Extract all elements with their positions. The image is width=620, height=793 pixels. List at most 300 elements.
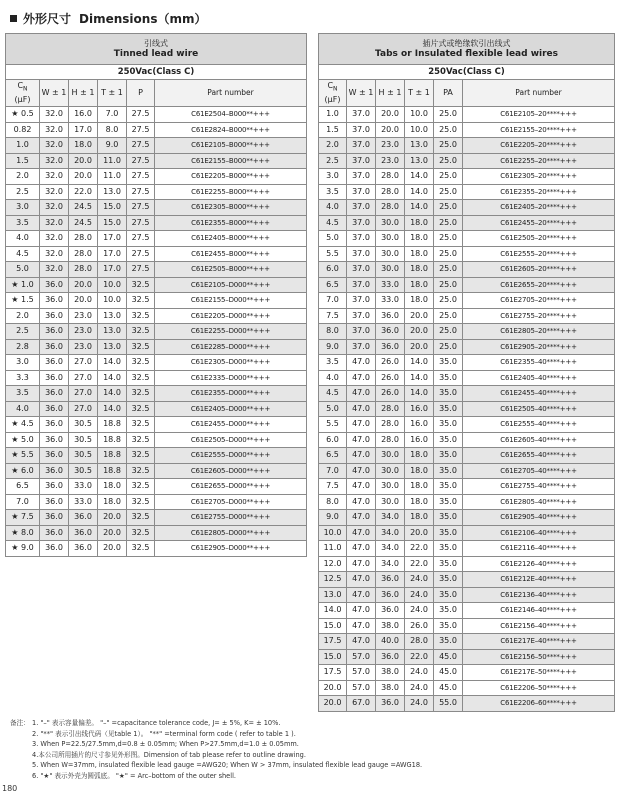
cell-width: 47.0 [347, 572, 376, 588]
tabs-flexible-lead-table [318, 33, 615, 712]
cell-capacitance: 3.5 [319, 355, 347, 371]
cell-capacitance: 20.0 [319, 680, 347, 696]
cell-pitch: 45.0 [434, 665, 463, 681]
cell-capacitance: 8.0 [319, 324, 347, 340]
cell-pitch: 32.5 [127, 293, 155, 309]
cell-width: 32.0 [40, 138, 69, 154]
cell-height: 16.0 [69, 107, 98, 123]
table-row [6, 262, 307, 278]
cell-pitch: 32.5 [127, 417, 155, 433]
cell-height: 22.0 [69, 184, 98, 200]
cell-part-number: C61E2455–20****+++ [463, 215, 615, 231]
cell-thickness: 13.0 [405, 153, 434, 169]
col-thickness: T ± 1 [98, 80, 127, 107]
cell-capacitance: ★ 8.0 [6, 525, 40, 541]
cell-capacitance: 14.0 [319, 603, 347, 619]
table-row [319, 696, 615, 712]
col-height: H ± 1 [376, 80, 405, 107]
cell-width: 37.0 [347, 308, 376, 324]
cell-capacitance: 6.5 [6, 479, 40, 495]
cell-pitch: 25.0 [434, 153, 463, 169]
cell-capacitance: 2.8 [6, 339, 40, 355]
cell-capacitance: 7.0 [6, 494, 40, 510]
cell-part-number: C61E2205–20****+++ [463, 138, 615, 154]
cell-capacitance: 4.0 [319, 200, 347, 216]
cell-part-number: C61E2455–D000**+++ [155, 417, 307, 433]
cell-height: 38.0 [376, 680, 405, 696]
table-row [319, 107, 615, 123]
cell-part-number: C61E2605–40****+++ [463, 432, 615, 448]
note-line: 3. When P=22.5/27.5mm,d=0.8 ± 0.05mm; When P>27.5mm,d=1.0 ± 0.05mm. [32, 740, 299, 749]
cell-height: 33.0 [69, 494, 98, 510]
cell-part-number: C61E2905–D000**+++ [155, 541, 307, 557]
cell-height: 23.0 [376, 138, 405, 154]
cell-pitch: 25.0 [434, 184, 463, 200]
cell-capacitance: 9.0 [319, 510, 347, 526]
cell-pitch: 32.5 [127, 541, 155, 557]
cell-part-number: C61E2455–40****+++ [463, 386, 615, 402]
cell-width: 32.0 [40, 122, 69, 138]
table-row [6, 231, 307, 247]
cell-capacitance: 5.5 [319, 246, 347, 262]
cell-pitch: 27.5 [127, 200, 155, 216]
table-row [6, 541, 307, 557]
cell-width: 36.0 [40, 339, 69, 355]
cell-width: 47.0 [347, 355, 376, 371]
cell-height: 28.0 [69, 262, 98, 278]
cell-pitch: 35.0 [434, 525, 463, 541]
cell-pitch: 35.0 [434, 448, 463, 464]
cell-width: 37.0 [347, 122, 376, 138]
cell-height: 36.0 [376, 324, 405, 340]
cell-part-number: C61E2105–D000**+++ [155, 277, 307, 293]
table-row [319, 401, 615, 417]
cell-width: 37.0 [347, 324, 376, 340]
table-row [6, 510, 307, 526]
cell-part-number: C61E2116–40****+++ [463, 541, 615, 557]
cell-capacitance: ★ 5.5 [6, 448, 40, 464]
cell-height: 40.0 [376, 634, 405, 650]
table-row [6, 277, 307, 293]
cell-height: 26.0 [376, 370, 405, 386]
cell-thickness: 18.0 [98, 479, 127, 495]
cell-thickness: 14.0 [98, 386, 127, 402]
cell-thickness: 24.0 [405, 572, 434, 588]
cell-height: 30.0 [376, 448, 405, 464]
cell-capacitance: 1.5 [319, 122, 347, 138]
cell-part-number: C61E2355–B000**+++ [155, 215, 307, 231]
cell-pitch: 35.0 [434, 603, 463, 619]
cell-height: 30.5 [69, 448, 98, 464]
cell-part-number: C61E2405–B000**+++ [155, 231, 307, 247]
cell-part-number: C61E2655–20****+++ [463, 277, 615, 293]
cell-height: 36.0 [376, 339, 405, 355]
cell-pitch: 35.0 [434, 510, 463, 526]
cell-capacitance: 6.5 [319, 448, 347, 464]
table-row [319, 603, 615, 619]
cell-pitch: 27.5 [127, 122, 155, 138]
cell-width: 32.0 [40, 153, 69, 169]
cell-pitch: 25.0 [434, 138, 463, 154]
cell-width: 47.0 [347, 479, 376, 495]
table-row [319, 479, 615, 495]
cell-height: 30.0 [376, 479, 405, 495]
cell-width: 37.0 [347, 246, 376, 262]
notes-label: 备注： [10, 719, 30, 727]
cell-thickness: 18.0 [405, 262, 434, 278]
cell-pitch: 25.0 [434, 262, 463, 278]
cell-pitch: 27.5 [127, 107, 155, 123]
table-row [319, 386, 615, 402]
cell-capacitance: 4.0 [6, 231, 40, 247]
col-width: W ± 1 [347, 80, 376, 107]
cell-part-number: C61E2805–D000**+++ [155, 525, 307, 541]
cell-part-number: C61E2705–D000**+++ [155, 494, 307, 510]
cell-thickness: 18.0 [405, 463, 434, 479]
cell-thickness: 15.0 [98, 215, 127, 231]
cell-height: 34.0 [376, 556, 405, 572]
cell-pitch: 25.0 [434, 308, 463, 324]
cell-height: 27.0 [69, 355, 98, 371]
cell-capacitance: ★ 1.5 [6, 293, 40, 309]
cell-part-number: C61E2805–20****+++ [463, 324, 615, 340]
cell-width: 47.0 [347, 510, 376, 526]
cell-thickness: 24.0 [405, 680, 434, 696]
cell-width: 47.0 [347, 386, 376, 402]
cell-pitch: 25.0 [434, 215, 463, 231]
cell-width: 47.0 [347, 541, 376, 557]
cell-thickness: 20.0 [405, 324, 434, 340]
cell-thickness: 24.0 [405, 603, 434, 619]
cell-pitch: 27.5 [127, 215, 155, 231]
cell-part-number: C61E2156–50****+++ [463, 649, 615, 665]
table-row [319, 308, 615, 324]
cell-pitch: 35.0 [434, 587, 463, 603]
cell-pitch: 32.5 [127, 277, 155, 293]
cell-width: 36.0 [40, 541, 69, 557]
cell-thickness: 14.0 [405, 200, 434, 216]
cell-width: 37.0 [347, 277, 376, 293]
cell-part-number: C61E2805–40****+++ [463, 494, 615, 510]
cell-pitch: 27.5 [127, 138, 155, 154]
cell-part-number: C61E2705–40****+++ [463, 463, 615, 479]
cell-part-number: C61E2255–B000**+++ [155, 184, 307, 200]
cell-capacitance: 17.5 [319, 665, 347, 681]
cell-thickness: 18.0 [405, 494, 434, 510]
cell-capacitance: 3.0 [6, 200, 40, 216]
cell-pitch: 35.0 [434, 401, 463, 417]
cell-height: 24.5 [69, 215, 98, 231]
cell-height: 38.0 [376, 665, 405, 681]
cell-thickness: 18.0 [98, 494, 127, 510]
cell-thickness: 18.8 [98, 463, 127, 479]
cell-width: 36.0 [40, 510, 69, 526]
cell-capacitance: 2.0 [319, 138, 347, 154]
cell-thickness: 20.0 [405, 339, 434, 355]
cell-capacitance: ★ 5.0 [6, 432, 40, 448]
cell-capacitance: 2.0 [6, 308, 40, 324]
cell-thickness: 22.0 [405, 556, 434, 572]
left-header-row [6, 80, 307, 107]
cell-part-number: C61E2655–D000**+++ [155, 479, 307, 495]
cell-pitch: 35.0 [434, 417, 463, 433]
cell-thickness: 9.0 [98, 138, 127, 154]
table-row [319, 184, 615, 200]
cell-capacitance: ★ 6.0 [6, 463, 40, 479]
cell-width: 57.0 [347, 649, 376, 665]
col-thickness: T ± 1 [405, 80, 434, 107]
table-row [6, 448, 307, 464]
cell-capacitance: 3.5 [6, 386, 40, 402]
cell-thickness: 13.0 [98, 339, 127, 355]
table-row [6, 417, 307, 433]
cell-part-number: C61E2146–40****+++ [463, 603, 615, 619]
cell-capacitance: 7.0 [319, 293, 347, 309]
cell-capacitance: 4.5 [319, 386, 347, 402]
cell-pitch: 35.0 [434, 634, 463, 650]
cell-height: 34.0 [376, 510, 405, 526]
cell-pitch: 27.5 [127, 231, 155, 247]
cell-pitch: 32.5 [127, 432, 155, 448]
cell-capacitance: 3.0 [319, 169, 347, 185]
left-table-title: 引线式 Tinned lead wire [6, 34, 307, 65]
cell-pitch: 45.0 [434, 680, 463, 696]
cell-width: 37.0 [347, 169, 376, 185]
cell-capacitance: 4.0 [6, 401, 40, 417]
cell-pitch: 35.0 [434, 386, 463, 402]
table-row [319, 680, 615, 696]
cell-height: 20.0 [69, 153, 98, 169]
table-row [6, 463, 307, 479]
cell-capacitance: 12.0 [319, 556, 347, 572]
cell-pitch: 35.0 [434, 556, 463, 572]
cell-height: 36.0 [376, 603, 405, 619]
cell-width: 47.0 [347, 556, 376, 572]
cell-capacitance: 4.0 [319, 370, 347, 386]
cell-thickness: 18.0 [405, 215, 434, 231]
cell-width: 36.0 [40, 417, 69, 433]
cell-part-number: C61E2205–B000**+++ [155, 169, 307, 185]
cell-capacitance: 17.5 [319, 634, 347, 650]
cell-part-number: C61E2755–D000**+++ [155, 510, 307, 526]
cell-capacitance: 6.0 [319, 262, 347, 278]
cell-part-number: C61E2405–20****+++ [463, 200, 615, 216]
cell-part-number: C61E2305–B000**+++ [155, 200, 307, 216]
col-capacitance: $C_N$ (μF) [319, 80, 347, 107]
cell-pitch: 25.0 [434, 293, 463, 309]
cell-pitch: 25.0 [434, 277, 463, 293]
cell-part-number: C61E2305–20****+++ [463, 169, 615, 185]
cell-width: 36.0 [40, 293, 69, 309]
table-row [319, 169, 615, 185]
cell-width: 47.0 [347, 401, 376, 417]
cell-part-number: C61E217E–40****+++ [463, 634, 615, 650]
cell-thickness: 11.0 [98, 153, 127, 169]
cell-width: 36.0 [40, 432, 69, 448]
cell-part-number: C61E2455–B000**+++ [155, 246, 307, 262]
cell-width: 47.0 [347, 634, 376, 650]
cell-thickness: 28.0 [405, 634, 434, 650]
table-row [319, 355, 615, 371]
cell-capacitance: 3.3 [6, 370, 40, 386]
cell-capacitance: ★ 0.5 [6, 107, 40, 123]
note-line: 5. When W=37mm, insulated flexible lead gauge =AWG20; When W > 37mm, insulated flexible lead gauge =AWG18. [32, 761, 423, 770]
cell-height: 38.0 [376, 618, 405, 634]
cell-part-number: C61E2106–40****+++ [463, 525, 615, 541]
cell-part-number: C61E2355–D000**+++ [155, 386, 307, 402]
cell-thickness: 16.0 [405, 401, 434, 417]
cell-pitch: 32.5 [127, 463, 155, 479]
cell-height: 28.0 [376, 432, 405, 448]
cell-height: 28.0 [376, 184, 405, 200]
cell-part-number: C61E2405–40****+++ [463, 370, 615, 386]
cell-thickness: 18.0 [405, 231, 434, 247]
cell-height: 28.0 [69, 231, 98, 247]
bullet-square-icon [10, 15, 17, 22]
cell-capacitance: 5.0 [6, 262, 40, 278]
cell-thickness: 14.0 [405, 184, 434, 200]
cell-width: 32.0 [40, 184, 69, 200]
cell-thickness: 24.0 [405, 696, 434, 712]
cell-part-number: C61E2136–40****+++ [463, 587, 615, 603]
table-row [319, 138, 615, 154]
cell-width: 47.0 [347, 603, 376, 619]
cell-part-number: C61E2205–D000**+++ [155, 308, 307, 324]
cell-thickness: 17.0 [98, 231, 127, 247]
cell-width: 37.0 [347, 215, 376, 231]
cell-capacitance: ★ 9.0 [6, 541, 40, 557]
cell-height: 30.0 [376, 262, 405, 278]
cell-height: 27.0 [69, 401, 98, 417]
cell-capacitance: 6.0 [319, 432, 347, 448]
cell-capacitance: 4.5 [6, 246, 40, 262]
cell-pitch: 35.0 [434, 618, 463, 634]
cell-capacitance: 9.0 [319, 339, 347, 355]
table-row [319, 463, 615, 479]
cell-width: 37.0 [347, 153, 376, 169]
cell-height: 33.0 [69, 479, 98, 495]
cell-width: 47.0 [347, 417, 376, 433]
cell-part-number: C61E2755–40****+++ [463, 479, 615, 495]
cell-part-number: C61E2555–20****+++ [463, 246, 615, 262]
cell-width: 47.0 [347, 618, 376, 634]
cell-part-number: C61E2255–D000**+++ [155, 324, 307, 340]
cell-height: 30.5 [69, 463, 98, 479]
cell-height: 34.0 [376, 541, 405, 557]
cell-thickness: 13.0 [405, 138, 434, 154]
cell-height: 23.0 [376, 153, 405, 169]
table-row [6, 339, 307, 355]
cell-capacitance: 15.0 [319, 618, 347, 634]
tinned-lead-table [5, 33, 307, 557]
cell-capacitance: 5.0 [319, 231, 347, 247]
right-class-label: 250Vac(Class C) [319, 65, 615, 80]
table-row [6, 138, 307, 154]
cell-height: 20.0 [376, 122, 405, 138]
cell-capacitance: 1.0 [319, 107, 347, 123]
cell-height: 26.0 [376, 386, 405, 402]
table-row [319, 649, 615, 665]
cell-width: 36.0 [40, 355, 69, 371]
cell-thickness: 18.0 [405, 293, 434, 309]
col-width: W ± 1 [40, 80, 69, 107]
table-row [319, 231, 615, 247]
section-heading [10, 10, 206, 27]
cell-pitch: 32.5 [127, 370, 155, 386]
cell-part-number: C61E2305–D000**+++ [155, 355, 307, 371]
cell-width: 47.0 [347, 587, 376, 603]
cell-height: 28.0 [376, 200, 405, 216]
cell-thickness: 18.8 [98, 448, 127, 464]
table-row [6, 153, 307, 169]
cell-width: 32.0 [40, 262, 69, 278]
cell-width: 37.0 [347, 107, 376, 123]
cell-width: 32.0 [40, 107, 69, 123]
cell-thickness: 10.0 [405, 107, 434, 123]
cell-height: 30.0 [376, 463, 405, 479]
cell-pitch: 32.5 [127, 401, 155, 417]
cell-thickness: 18.0 [405, 510, 434, 526]
cell-thickness: 14.0 [405, 169, 434, 185]
cell-capacitance: 1.5 [6, 153, 40, 169]
cell-capacitance: 5.5 [319, 417, 347, 433]
cell-thickness: 18.0 [405, 479, 434, 495]
table-row [319, 634, 615, 650]
cell-pitch: 45.0 [434, 649, 463, 665]
cell-part-number: C61E2655–40****+++ [463, 448, 615, 464]
cell-width: 37.0 [347, 262, 376, 278]
cell-width: 47.0 [347, 432, 376, 448]
cell-capacitance: 15.0 [319, 649, 347, 665]
cell-thickness: 14.0 [405, 355, 434, 371]
cell-pitch: 32.5 [127, 494, 155, 510]
cell-pitch: 25.0 [434, 200, 463, 216]
cell-part-number: C61E2405–D000**+++ [155, 401, 307, 417]
cell-part-number: C61E2206–50****+++ [463, 680, 615, 696]
cell-height: 28.0 [376, 401, 405, 417]
cell-width: 32.0 [40, 215, 69, 231]
page-number: 180 [2, 784, 18, 793]
table-row [6, 370, 307, 386]
cell-capacitance: 7.5 [319, 308, 347, 324]
table-row [319, 541, 615, 557]
table-row [6, 200, 307, 216]
cell-pitch: 25.0 [434, 169, 463, 185]
cell-pitch: 35.0 [434, 494, 463, 510]
cell-part-number: C61E2555–40****+++ [463, 417, 615, 433]
cell-thickness: 17.0 [98, 246, 127, 262]
table-row [319, 370, 615, 386]
cell-pitch: 55.0 [434, 696, 463, 712]
cell-width: 37.0 [347, 339, 376, 355]
cell-width: 47.0 [347, 525, 376, 541]
table-row [319, 324, 615, 340]
table-row [6, 107, 307, 123]
cell-part-number: C61E2105–B000**+++ [155, 138, 307, 154]
cell-part-number: C61E2605–20****+++ [463, 262, 615, 278]
cell-part-number: C61E2555–D000**+++ [155, 448, 307, 464]
note-line: 1. "–" 表示容量偏差。 "–" =capacitance tolerance code, J= ± 5%, K= ± 10%. [32, 719, 281, 727]
cell-capacitance: ★ 4.5 [6, 417, 40, 433]
cell-thickness: 20.0 [98, 510, 127, 526]
cell-capacitance: 5.0 [319, 401, 347, 417]
cell-part-number: C61E2156–40****+++ [463, 618, 615, 634]
cell-part-number: C61E2504–B000**+++ [155, 107, 307, 123]
cell-width: 32.0 [40, 231, 69, 247]
cell-capacitance: 2.5 [319, 153, 347, 169]
cell-part-number: C61E2505–D000**+++ [155, 432, 307, 448]
cell-thickness: 18.8 [98, 432, 127, 448]
